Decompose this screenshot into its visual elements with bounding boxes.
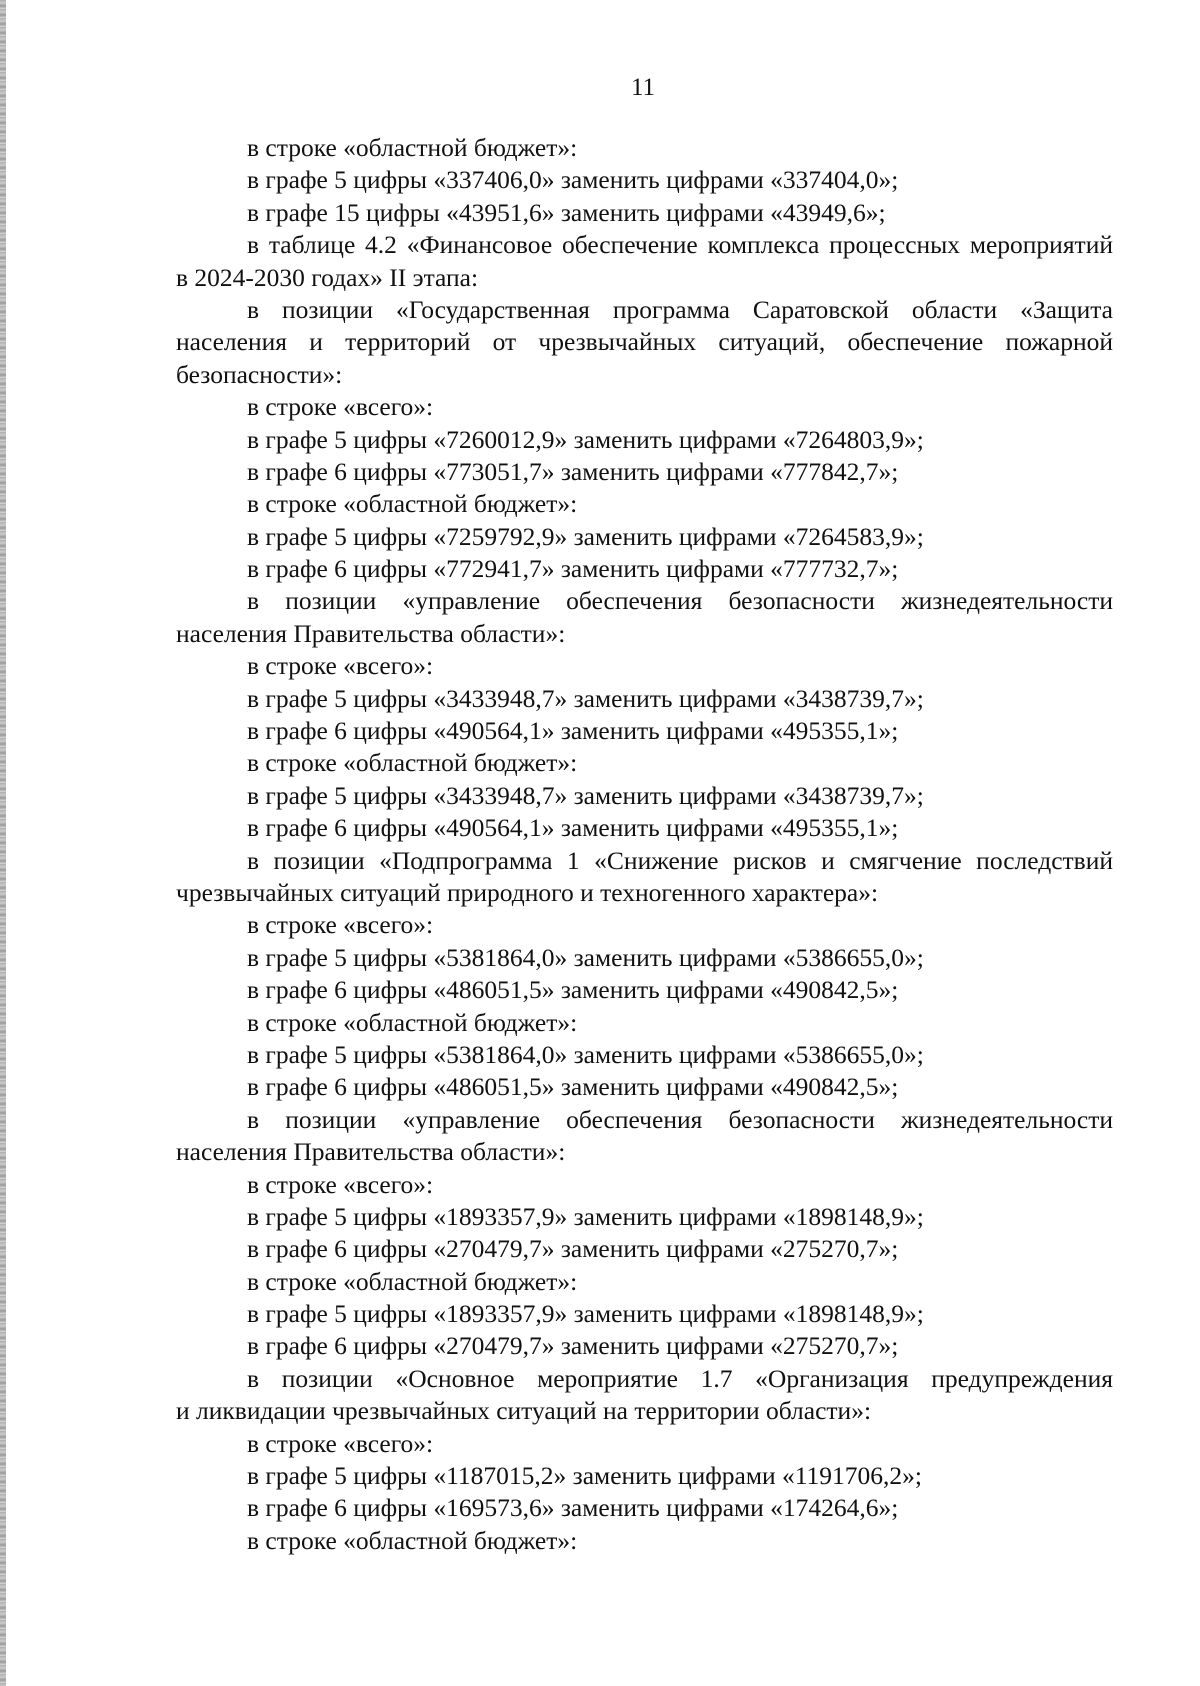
text-line: в графе 6 цифры «773051,7» заменить цифрами «777842,7»;: [247, 456, 899, 486]
text-line: чрезвычайных ситуаций природного и техногенного характера»:: [176, 877, 879, 907]
text-line: в позиции «управление обеспечения безопасности жизнедеятельности: [247, 1104, 1113, 1134]
text-line: в строке «областной бюджет»:: [247, 133, 578, 162]
text-line: населения и территорий от чрезвычайных ситуаций, обеспечение пожарной: [176, 327, 1113, 357]
text-line: населения Правительства области»:: [176, 1137, 566, 1167]
text-line: в графе 6 цифры «270479,7» заменить цифрами «275270,7»;: [247, 1234, 899, 1264]
document-body: [176, 132, 1113, 1557]
text-line: в графе 6 цифры «486051,5» заменить цифрами «490842,5»;: [247, 975, 899, 1005]
text-line: населения Правительства области»:: [176, 618, 566, 648]
text-line: в графе 6 цифры «486051,5» заменить цифрами «490842,5»;: [247, 1072, 899, 1102]
text-line: в графе 5 цифры «1187015,2» заменить цифрами «1191706,2»;: [247, 1461, 923, 1491]
text-line: в строке «областной бюджет»:: [247, 489, 578, 519]
text-line: в графе 5 цифры «7259792,9» заменить цифрами «7264583,9»;: [247, 521, 924, 551]
text-line: в позиции «Подпрограмма 1 «Снижение рисков и смягчение последствий: [247, 845, 1113, 875]
text-line: в графе 6 цифры «772941,7» заменить цифрами «777732,7»;: [247, 554, 899, 584]
text-line: в графе 5 цифры «5381864,0» заменить цифрами «5386655,0»;: [247, 1039, 924, 1069]
text-line: в графе 6 цифры «270479,7» заменить цифрами «275270,7»;: [247, 1331, 899, 1361]
text-line: в строке «областной бюджет»:: [247, 748, 578, 778]
text-line: в графе 5 цифры «7260012,9» заменить цифрами «7264803,9»;: [247, 424, 924, 454]
text-line: в графе 6 цифры «169573,6» заменить цифрами «174264,6»;: [247, 1493, 899, 1523]
text-line: в графе 5 цифры «3433948,7» заменить цифрами «3438739,7»;: [247, 683, 924, 713]
text-line: в строке «всего»:: [247, 392, 434, 422]
text-line: безопасности»:: [176, 359, 343, 389]
text-line: в графе 5 цифры «337406,0» заменить цифрами «337404,0»;: [247, 165, 899, 195]
text-line: в строке «областной бюджет»:: [247, 1007, 578, 1037]
text-line: в строке «всего»:: [247, 1428, 434, 1458]
text-line: в позиции «Основное мероприятие 1.7 «Организация предупреждения: [247, 1363, 1113, 1393]
text-line: в строке «всего»:: [247, 1169, 434, 1199]
text-line: в строке «областной бюджет»:: [247, 1266, 578, 1296]
text-line: и ликвидации чрезвычайных ситуаций на территории области»:: [176, 1396, 872, 1426]
text-line: в графе 5 цифры «1893357,9» заменить цифрами «1898148,9»;: [247, 1201, 924, 1231]
text-line: в 2024-2030 годах» II этапа:: [176, 262, 479, 292]
text-line: в таблице 4.2 «Финансовое обеспечение комплекса процессных мероприятий: [247, 230, 1113, 260]
text-line: в графе 6 цифры «490564,1» заменить цифрами «495355,1»;: [247, 716, 899, 746]
text-line: в графе 5 цифры «3433948,7» заменить цифрами «3438739,7»;: [247, 780, 924, 810]
text-line: в строке «всего»:: [247, 910, 434, 940]
text-line: в позиции «Государственная программа Саратовской области «Защита: [247, 294, 1113, 324]
text-line: в графе 5 цифры «5381864,0» заменить цифрами «5386655,0»;: [247, 942, 924, 972]
page-number: 11: [630, 74, 656, 101]
text-line: в графе 15 цифры «43951,6» заменить цифрами «43949,6»;: [247, 197, 886, 227]
scan-edge-artifact: [0, 0, 6, 1686]
text-line: в графе 6 цифры «490564,1» заменить цифрами «495355,1»;: [247, 813, 899, 843]
text-line: в графе 5 цифры «1893357,9» заменить цифрами «1898148,9»;: [247, 1299, 924, 1329]
text-line: в строке «областной бюджет»:: [247, 1525, 578, 1555]
text-line: в позиции «управление обеспечения безопасности жизнедеятельности: [247, 586, 1113, 616]
text-line: в строке «всего»:: [247, 651, 434, 681]
